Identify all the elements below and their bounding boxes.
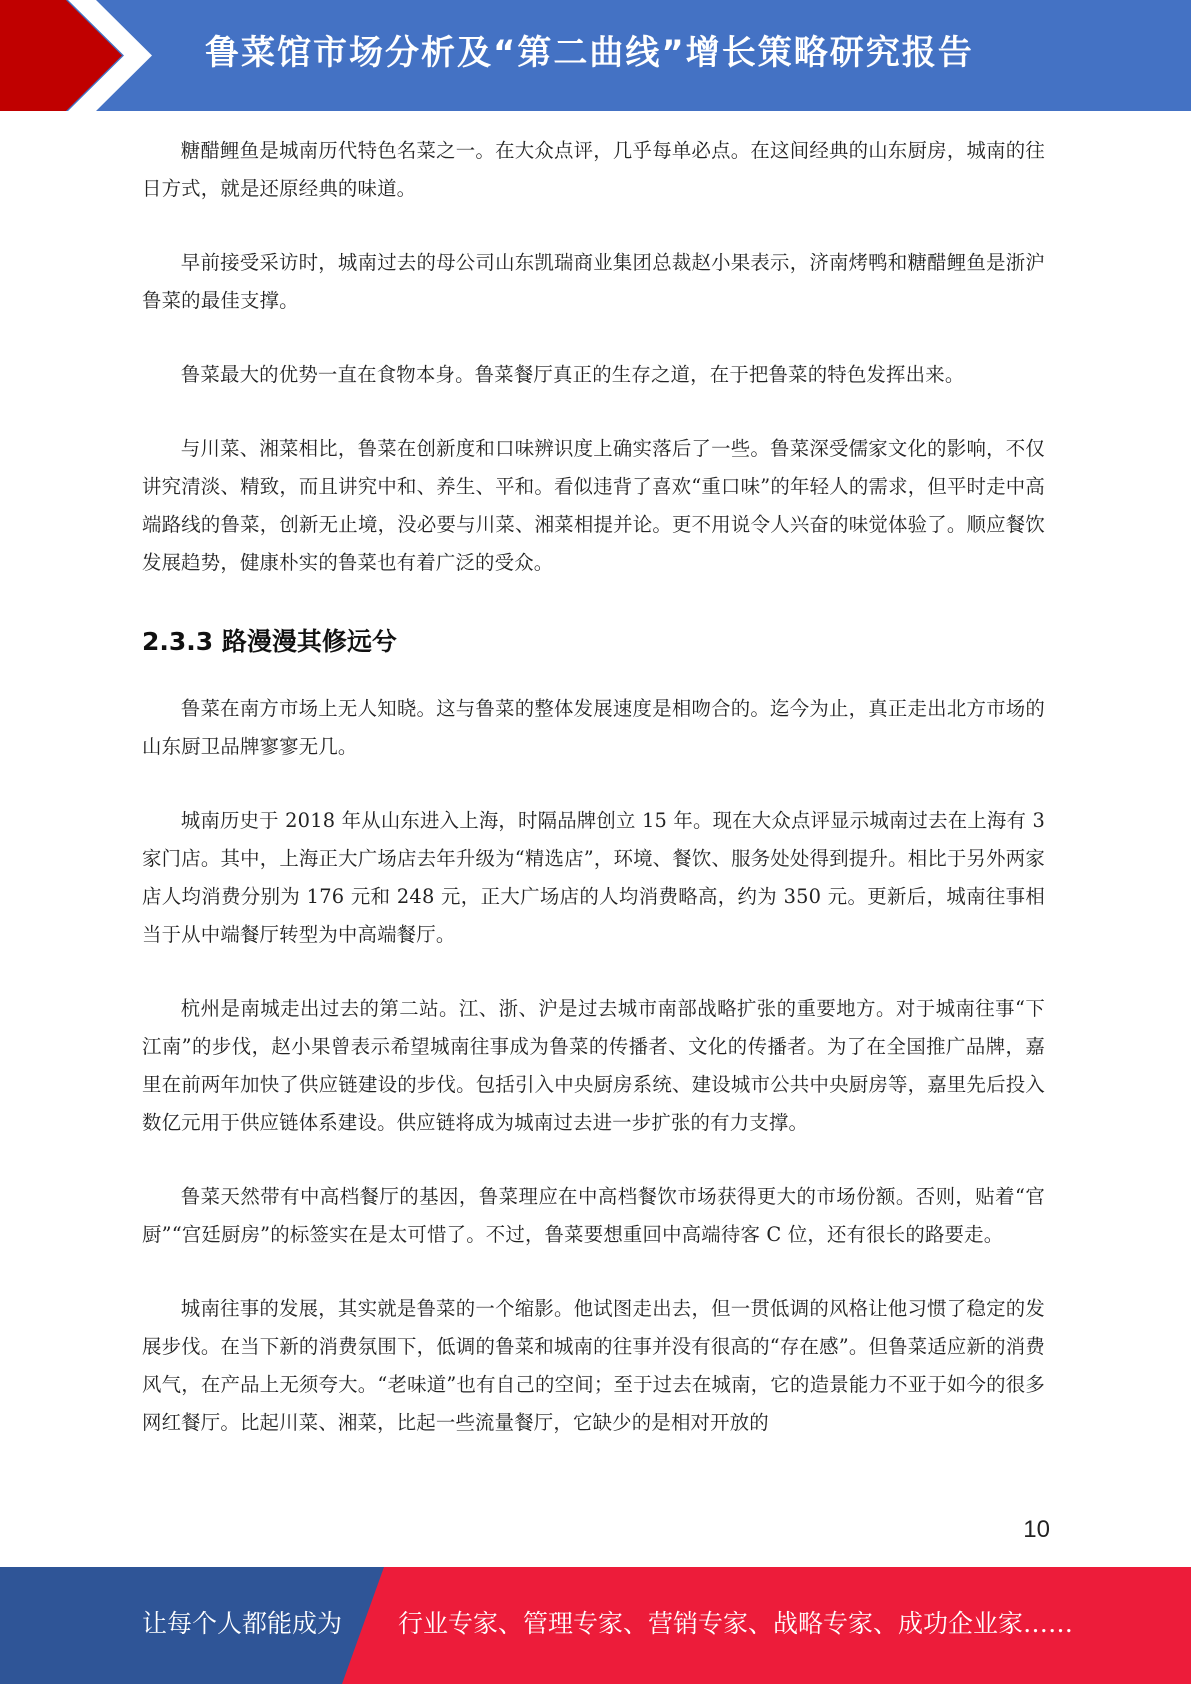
header-band [0,0,1191,111]
body-paragraph: 城南往事的发展，其实就是鲁菜的一个缩影。他试图走出去，但一贯低调的风格让他习惯了稳定的发展步伐。在当下新的消费氛围下，低调的鲁菜和城南的往事并没有很高的“存在感”。但鲁菜适应新的消费风气，在产品上无须夸大。“老味道”也有自己的空间；至于过去在城南，它的造景能力不亚于如今的很多网红餐厅。比起川菜、湘菜，比起一些流量餐厅，它缺少的是相对开放的 [142,1297,1045,1434]
main-content [142,132,1045,1478]
section-heading: 2.3.3 路漫漫其修远兮 [142,627,397,656]
body-paragraph: 城南历史于 2018 年从山东进入上海，时隔品牌创立 15 年。现在大众点评显示城南过去在上海有 3 家门店。其中，上海正大广场店去年升级为“精选店”，环境、餐饮、服务处处得到提升。相比于另外两家店人均消费分别为 176 元和 248 元，正大广场店的人均消费略高，约为 350 元。更新后，城南往事相当于从中端餐厅转型为中高端餐厅。 [142,809,1045,946]
footer-slogan-right: 行业专家、管理专家、营销专家、战略专家、成功企业家…… [398,1609,1074,1638]
header-chevron-decoration [0,0,170,111]
body-paragraph: 杭州是南城走出过去的第二站。江、浙、沪是过去城市南部战略扩张的重要地方。对于城南往事“下江南”的步伐，赵小果曾表示希望城南往事成为鲁菜的传播者、文化的传播者。为了在全国推广品牌，嘉里在前两年加快了供应链建设的步伐。包括引入中央厨房系统、建设城市公共中央厨房等，嘉里先后投入数亿元用于供应链体系建设。供应链将成为城南过去进一步扩张的有力支撑。 [142,997,1045,1134]
body-paragraph: 鲁菜在南方市场上无人知晓。这与鲁菜的整体发展速度是相吻合的。迄今为止，真正走出北方市场的山东厨卫品牌寥寥无几。 [142,697,1045,758]
body-paragraph: 早前接受采访时，城南过去的母公司山东凯瑞商业集团总裁赵小果表示，济南烤鸭和糖醋鲤鱼是浙沪鲁菜的最佳支撑。 [142,251,1045,312]
footer-band [0,1567,1191,1684]
body-paragraph: 糖醋鲤鱼是城南历代特色名菜之一。在大众点评，几乎每单必点。在这间经典的山东厨房，城南的往日方式，就是还原经典的味道。 [142,139,1045,200]
page-number: 10 [1023,1516,1050,1543]
body-paragraph: 与川菜、湘菜相比，鲁菜在创新度和口味辨识度上确实落后了一些。鲁菜深受儒家文化的影响，不仅讲究清淡、精致，而且讲究中和、养生、平和。看似违背了喜欢“重口味”的年轻人的需求，但平时走中高端路线的鲁菜，创新无止境，没必要与川菜、湘菜相提并论。更不用说令人兴奋的味觉体验了。顺应餐饮发展趋势，健康朴实的鲁菜也有着广泛的受众。 [142,437,1045,574]
document-title: 鲁菜馆市场分析及“第二曲线”增长策略研究报告 [205,33,974,73]
footer-slogan-left: 让每个人都能成为 [142,1609,343,1638]
body-paragraph: 鲁菜天然带有中高档餐厅的基因，鲁菜理应在中高档餐饮市场获得更大的市场份额。否则，贴着“官厨”“宫廷厨房”的标签实在是太可惜了。不过，鲁菜要想重回中高端待客 C 位，还有很长的路要走。 [142,1185,1045,1246]
body-paragraph: 鲁菜最大的优势一直在食物本身。鲁菜餐厅真正的生存之道，在于把鲁菜的特色发挥出来。 [180,363,965,386]
